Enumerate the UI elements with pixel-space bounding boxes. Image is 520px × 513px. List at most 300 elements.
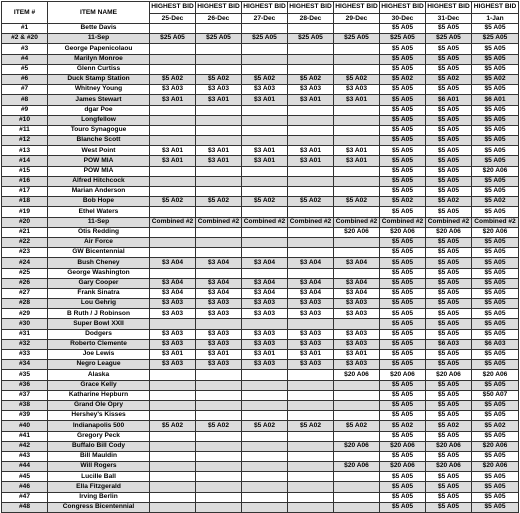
- bid-cell: Combined #2: [242, 217, 288, 227]
- bid-cell: [150, 411, 196, 421]
- bid-cell: $5 A05: [380, 187, 426, 197]
- bid-cell: $20 A06: [472, 227, 519, 237]
- bid-cell: $3 A03: [242, 299, 288, 309]
- bid-cell: $5 A05: [426, 350, 472, 360]
- bid-cell: $5 A05: [380, 411, 426, 421]
- bid-cell: [334, 207, 380, 217]
- bid-cell: [150, 105, 196, 115]
- bid-cell: $3 A04: [288, 288, 334, 298]
- table-row: [2, 146, 519, 156]
- bid-cell: [242, 176, 288, 186]
- bid-cell: [196, 64, 242, 74]
- bid-cell: Combined #2: [150, 217, 196, 227]
- table-row: [2, 85, 519, 95]
- bid-cell: [196, 380, 242, 390]
- bid-cell: [334, 431, 380, 441]
- item-name: Super Bowl XXII: [48, 319, 150, 329]
- bid-cell: $3 A03: [196, 85, 242, 95]
- bid-cell: $3 A01: [150, 146, 196, 156]
- bid-cell: [288, 237, 334, 247]
- bid-cell: [334, 125, 380, 135]
- table-row: [2, 288, 519, 298]
- bid-cell: $5 A05: [380, 299, 426, 309]
- bid-cell: $5 A05: [426, 44, 472, 54]
- bid-cell: [150, 472, 196, 482]
- item-number: #15: [2, 166, 48, 176]
- bid-cell: $3 A04: [196, 258, 242, 268]
- bid-cell: $5 A05: [426, 380, 472, 390]
- bid-cell: $20 A06: [334, 227, 380, 237]
- bid-cell: $3 A01: [242, 350, 288, 360]
- bid-cell: $5 A05: [426, 156, 472, 166]
- bid-cell: $5 A05: [380, 166, 426, 176]
- item-number: #11: [2, 125, 48, 135]
- item-number: #38: [2, 400, 48, 410]
- table-row: [2, 309, 519, 319]
- bid-cell: $5 A05: [472, 207, 519, 217]
- bid-cell: [196, 411, 242, 421]
- bid-cell: $5 A05: [380, 502, 426, 512]
- bid-cell: $5 A05: [426, 166, 472, 176]
- header-bid-label: HIGHEST BID: [196, 2, 242, 14]
- bid-cell: $5 A05: [472, 411, 519, 421]
- bid-cell: [288, 105, 334, 115]
- header-date: 30-Dec: [380, 13, 426, 24]
- bid-cell: $5 A05: [426, 237, 472, 247]
- bid-cell: [334, 482, 380, 492]
- bid-cell: $3 A04: [288, 278, 334, 288]
- item-number: #28: [2, 299, 48, 309]
- bid-cell: $20 A06: [334, 370, 380, 380]
- bid-cell: [150, 400, 196, 410]
- item-name: Ethel Waters: [48, 207, 150, 217]
- table-row: [2, 24, 519, 34]
- bid-cell: [196, 54, 242, 64]
- item-number: #44: [2, 462, 48, 472]
- bid-cell: $3 A03: [334, 309, 380, 319]
- bid-cell: $5 A02: [242, 421, 288, 431]
- bid-cell: Combined #2: [380, 217, 426, 227]
- bid-cell: [242, 482, 288, 492]
- bid-cell: $20 A06: [426, 227, 472, 237]
- item-name: Lucille Ball: [48, 472, 150, 482]
- bid-cell: [150, 390, 196, 400]
- bid-cell: [150, 451, 196, 461]
- bid-cell: $3 A03: [334, 360, 380, 370]
- bid-cell: $5 A02: [196, 197, 242, 207]
- bid-cell: [242, 115, 288, 125]
- item-number: #12: [2, 136, 48, 146]
- bid-cell: [288, 441, 334, 451]
- bid-cell: [288, 24, 334, 34]
- bid-cell: $3 A03: [334, 85, 380, 95]
- bid-cell: $3 A04: [242, 258, 288, 268]
- bid-cell: $5 A05: [472, 299, 519, 309]
- bid-cell: $5 A05: [380, 350, 426, 360]
- item-name: Duck Stamp Station: [48, 74, 150, 84]
- bid-cell: [288, 319, 334, 329]
- item-number: #47: [2, 492, 48, 502]
- item-name: Marian Anderson: [48, 187, 150, 197]
- item-name: Ella Fitzgerald: [48, 482, 150, 492]
- bid-table: [1, 1, 519, 513]
- item-number: #18: [2, 197, 48, 207]
- item-number: #34: [2, 360, 48, 370]
- bid-cell: $5 A05: [472, 44, 519, 54]
- bid-cell: $5 A05: [380, 207, 426, 217]
- bid-cell: [196, 125, 242, 135]
- bid-cell: [150, 431, 196, 441]
- bid-cell: [242, 411, 288, 421]
- bid-cell: $3 A03: [288, 339, 334, 349]
- bid-cell: $5 A05: [426, 136, 472, 146]
- bid-cell: $20 A06: [426, 462, 472, 472]
- bid-cell: $20 A06: [380, 370, 426, 380]
- bid-cell: $5 A02: [380, 421, 426, 431]
- bid-cell: [196, 319, 242, 329]
- bid-cell: $3 A03: [334, 339, 380, 349]
- bid-cell: $3 A04: [196, 278, 242, 288]
- bid-cell: $5 A05: [380, 105, 426, 115]
- table-row: [2, 197, 519, 207]
- bid-cell: [150, 441, 196, 451]
- bid-cell: [242, 207, 288, 217]
- item-name: James Stewart: [48, 95, 150, 105]
- bid-cell: [334, 105, 380, 115]
- bid-cell: $5 A05: [426, 268, 472, 278]
- bid-cell: $5 A05: [426, 146, 472, 156]
- bid-cell: [196, 431, 242, 441]
- bid-cell: $3 A04: [288, 258, 334, 268]
- bid-cell: [242, 187, 288, 197]
- bid-cell: $5 A05: [380, 339, 426, 349]
- table-row: [2, 64, 519, 74]
- bid-cell: $5 A05: [380, 44, 426, 54]
- table-body: [2, 24, 519, 513]
- item-name: Bob Hope: [48, 197, 150, 207]
- bid-cell: $3 A01: [150, 156, 196, 166]
- bid-cell: [150, 462, 196, 472]
- bid-cell: $5 A02: [196, 74, 242, 84]
- item-name: GW Bicentennial: [48, 248, 150, 258]
- bid-cell: [196, 248, 242, 258]
- bid-cell: [196, 136, 242, 146]
- bid-cell: $5 A05: [472, 431, 519, 441]
- bid-cell: Combined #2: [426, 217, 472, 227]
- bid-cell: $20 A06: [472, 370, 519, 380]
- bid-cell: [196, 115, 242, 125]
- item-number: #36: [2, 380, 48, 390]
- bid-cell: $5 A02: [426, 74, 472, 84]
- bid-cell: $3 A01: [288, 146, 334, 156]
- bid-cell: $5 A05: [426, 390, 472, 400]
- bid-cell: [242, 105, 288, 115]
- bid-cell: [288, 370, 334, 380]
- bid-cell: $5 A02: [242, 197, 288, 207]
- bid-cell: $5 A05: [380, 54, 426, 64]
- bid-cell: $25 A05: [334, 34, 380, 44]
- bid-cell: [150, 187, 196, 197]
- bid-cell: [196, 207, 242, 217]
- bid-cell: [242, 44, 288, 54]
- bid-cell: [334, 237, 380, 247]
- item-name: Bill Mauldin: [48, 451, 150, 461]
- bid-cell: $5 A02: [334, 421, 380, 431]
- item-name: Gregory Peck: [48, 431, 150, 441]
- table-row: [2, 115, 519, 125]
- bid-cell: $5 A02: [150, 197, 196, 207]
- item-name: Otis Redding: [48, 227, 150, 237]
- bid-cell: $5 A05: [472, 350, 519, 360]
- bid-cell: $5 A05: [472, 492, 519, 502]
- bid-cell: $20 A06: [472, 462, 519, 472]
- bid-cell: [288, 482, 334, 492]
- bid-cell: $3 A03: [334, 299, 380, 309]
- bid-cell: [334, 44, 380, 54]
- bid-cell: $3 A01: [150, 350, 196, 360]
- item-number: #33: [2, 350, 48, 360]
- bid-cell: $25 A05: [242, 34, 288, 44]
- bid-cell: $5 A05: [426, 472, 472, 482]
- bid-cell: [196, 44, 242, 54]
- bid-cell: $5 A05: [380, 64, 426, 74]
- bid-cell: $5 A05: [380, 95, 426, 105]
- bid-cell: $5 A02: [472, 74, 519, 84]
- bid-cell: [288, 390, 334, 400]
- bid-cell: $5 A02: [426, 421, 472, 431]
- bid-cell: $5 A02: [288, 197, 334, 207]
- item-name: Longfellow: [48, 115, 150, 125]
- bid-cell: $5 A05: [380, 258, 426, 268]
- bid-cell: $5 A05: [426, 492, 472, 502]
- bid-cell: [334, 502, 380, 512]
- bid-cell: [150, 166, 196, 176]
- table-row: [2, 380, 519, 390]
- bid-cell: [150, 207, 196, 217]
- table-row: [2, 258, 519, 268]
- table-row: [2, 34, 519, 44]
- bid-cell: [334, 390, 380, 400]
- bid-cell: $5 A05: [380, 472, 426, 482]
- table-row: [2, 472, 519, 482]
- bid-cell: $5 A05: [426, 329, 472, 339]
- table-row: [2, 492, 519, 502]
- table-row: [2, 44, 519, 54]
- bid-cell: [334, 472, 380, 482]
- header-bid-label: HIGHEST BID: [242, 2, 288, 14]
- bid-cell: $5 A05: [380, 309, 426, 319]
- bid-cell: [334, 411, 380, 421]
- item-name: Katharine Hepburn: [48, 390, 150, 400]
- bid-cell: [288, 411, 334, 421]
- item-name: Bette Davis: [48, 24, 150, 34]
- item-name: Marilyn Monroe: [48, 54, 150, 64]
- bid-cell: $3 A01: [150, 95, 196, 105]
- table-row: [2, 390, 519, 400]
- table-row: [2, 176, 519, 186]
- bid-cell: $5 A05: [426, 411, 472, 421]
- bid-cell: $5 A05: [380, 24, 426, 34]
- header-date: 26-Dec: [196, 13, 242, 24]
- bid-cell: $5 A05: [380, 431, 426, 441]
- bid-cell: $25 A05: [150, 34, 196, 44]
- bid-cell: $20 A06: [380, 441, 426, 451]
- bid-cell: [288, 54, 334, 64]
- bid-cell: $5 A05: [472, 248, 519, 258]
- bid-cell: [196, 187, 242, 197]
- table-row: [2, 207, 519, 217]
- item-number: #43: [2, 451, 48, 461]
- table-row: [2, 421, 519, 431]
- bid-cell: [242, 502, 288, 512]
- item-number: #35: [2, 370, 48, 380]
- bid-cell: $3 A03: [242, 329, 288, 339]
- bid-cell: $6 A03: [426, 339, 472, 349]
- table-header: [2, 2, 519, 24]
- bid-cell: $6 A03: [472, 339, 519, 349]
- bid-cell: $5 A05: [426, 54, 472, 64]
- bid-cell: [242, 319, 288, 329]
- bid-cell: [288, 248, 334, 258]
- bid-cell: [150, 64, 196, 74]
- bid-cell: $3 A01: [334, 156, 380, 166]
- bid-cell: $5 A05: [380, 115, 426, 125]
- bid-cell: $3 A03: [288, 309, 334, 319]
- bid-cell: $5 A05: [472, 176, 519, 186]
- bid-cell: [196, 166, 242, 176]
- bid-cell: [334, 64, 380, 74]
- bid-cell: [334, 248, 380, 258]
- item-number: #8: [2, 95, 48, 105]
- item-name: Glenn Curtiss: [48, 64, 150, 74]
- header-bid-label: HIGHEST BID: [288, 2, 334, 14]
- header-date: 31-Dec: [426, 13, 472, 24]
- bid-cell: $5 A05: [426, 319, 472, 329]
- bid-cell: [334, 319, 380, 329]
- bid-cell: $5 A05: [426, 207, 472, 217]
- bid-cell: [288, 64, 334, 74]
- bid-cell: $20 A06: [380, 227, 426, 237]
- bid-cell: [288, 268, 334, 278]
- header-date: 27-Dec: [242, 13, 288, 24]
- bid-cell: $3 A01: [334, 350, 380, 360]
- bid-cell: $3 A03: [288, 85, 334, 95]
- bid-cell: $3 A03: [196, 360, 242, 370]
- bid-cell: [242, 441, 288, 451]
- bid-cell: $5 A05: [426, 24, 472, 34]
- bid-cell: $5 A05: [380, 482, 426, 492]
- item-name: Will Rogers: [48, 462, 150, 472]
- bid-cell: $3 A03: [150, 360, 196, 370]
- bid-cell: $5 A05: [472, 258, 519, 268]
- bid-cell: $5 A05: [426, 248, 472, 258]
- bid-cell: $20 A06: [426, 441, 472, 451]
- bid-cell: $3 A03: [288, 299, 334, 309]
- item-number: #40: [2, 421, 48, 431]
- bid-cell: $3 A03: [150, 299, 196, 309]
- bid-cell: $5 A05: [426, 85, 472, 95]
- bid-cell: $5 A05: [472, 482, 519, 492]
- item-name: Congress Bicentennial: [48, 502, 150, 512]
- bid-cell: [288, 125, 334, 135]
- bid-cell: [288, 472, 334, 482]
- bid-cell: [242, 380, 288, 390]
- bid-cell: $3 A03: [196, 299, 242, 309]
- item-number: #30: [2, 319, 48, 329]
- bid-cell: $5 A05: [380, 176, 426, 186]
- bid-cell: [196, 482, 242, 492]
- bid-cell: [150, 370, 196, 380]
- bid-cell: [334, 166, 380, 176]
- bid-cell: [334, 268, 380, 278]
- item-name: 11-Sep: [48, 217, 150, 227]
- header-date: 1-Jan: [472, 13, 519, 24]
- item-number: #4: [2, 54, 48, 64]
- bid-cell: $5 A05: [380, 360, 426, 370]
- table-row: [2, 187, 519, 197]
- bid-cell: $5 A05: [426, 258, 472, 268]
- bid-cell: [150, 136, 196, 146]
- bid-cell: [150, 237, 196, 247]
- bid-cell: [150, 319, 196, 329]
- bid-cell: $3 A04: [242, 288, 288, 298]
- bid-cell: $5 A05: [426, 176, 472, 186]
- bid-cell: $3 A03: [288, 360, 334, 370]
- bid-cell: $5 A05: [472, 136, 519, 146]
- item-number: #7: [2, 85, 48, 95]
- bid-cell: $5 A02: [288, 421, 334, 431]
- bid-cell: $5 A05: [380, 400, 426, 410]
- bid-cell: [334, 176, 380, 186]
- bid-cell: $5 A05: [380, 288, 426, 298]
- bid-cell: [242, 136, 288, 146]
- header-date: 25-Dec: [150, 13, 196, 24]
- table-row: [2, 319, 519, 329]
- bid-cell: [242, 390, 288, 400]
- header-item-number: ITEM #: [2, 2, 48, 24]
- bid-cell: $25 A05: [196, 34, 242, 44]
- bid-cell: [242, 268, 288, 278]
- bid-cell: $3 A04: [196, 288, 242, 298]
- bid-cell: $5 A05: [380, 278, 426, 288]
- bid-cell: $3 A03: [150, 339, 196, 349]
- item-number: #1: [2, 24, 48, 34]
- bid-cell: $5 A05: [380, 451, 426, 461]
- bid-cell: $5 A05: [380, 237, 426, 247]
- bid-cell: [288, 492, 334, 502]
- bid-cell: $5 A02: [380, 197, 426, 207]
- bid-cell: [150, 227, 196, 237]
- bid-cell: $5 A02: [150, 421, 196, 431]
- item-name: Alfred Hitchcock: [48, 176, 150, 186]
- item-number: #10: [2, 115, 48, 125]
- bid-cell: [150, 24, 196, 34]
- bid-cell: [150, 482, 196, 492]
- item-name: Negro League: [48, 360, 150, 370]
- bid-cell: [288, 176, 334, 186]
- table-row: [2, 482, 519, 492]
- table-row: [2, 329, 519, 339]
- table-row: [2, 217, 519, 227]
- bid-cell: $25 A05: [288, 34, 334, 44]
- item-number: #46: [2, 482, 48, 492]
- bid-cell: [288, 380, 334, 390]
- header-date: 29-Dec: [334, 13, 380, 24]
- table-row: [2, 125, 519, 135]
- bid-cell: [334, 451, 380, 461]
- table-row: [2, 360, 519, 370]
- item-number: #14: [2, 156, 48, 166]
